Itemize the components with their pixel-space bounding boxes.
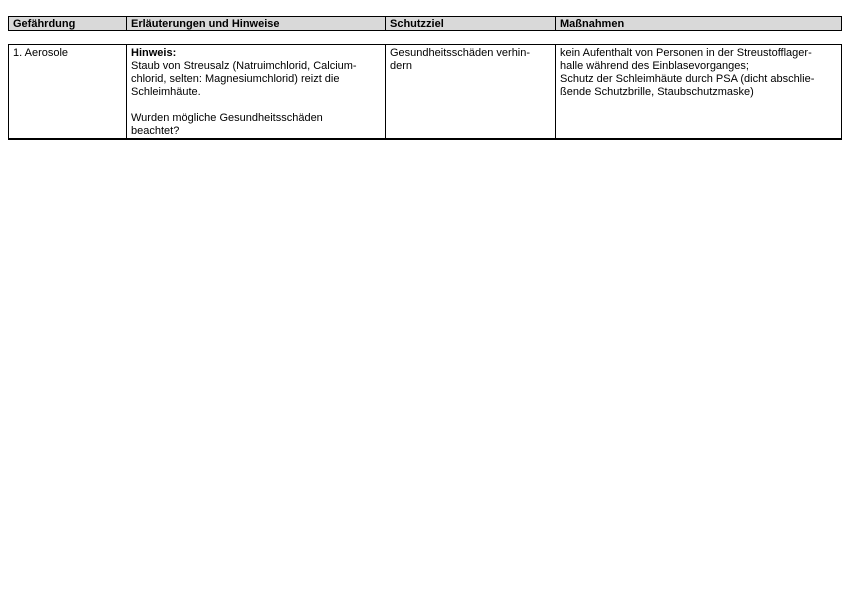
table-row [9,45,842,140]
header-hazard: Gefährdung [9,17,127,31]
protection-goal-cell [386,45,556,140]
hazard-cell [9,45,127,140]
hazard-table [8,44,842,140]
header-row [9,17,842,31]
measure-line: halle während des Einblasevorganges; [560,60,749,72]
measure-line: Schutz der Schleimhäute durch PSA (dicht abschlie- [560,73,815,85]
note-line: Schleimhäute. [131,86,201,98]
table-header [8,16,842,31]
header-measures: Maßnahmen [556,17,842,31]
note-line: Staub von Streusalz (Natruimchlorid, Calcium- [131,60,357,72]
measure-line: kein Aufenthalt von Personen in der Streustofflager- [560,47,812,59]
header-explanations: Erläuterungen und Hinweise [127,17,386,31]
explanation-cell [127,45,386,140]
goal-line: dern [390,60,413,72]
spacer [131,99,381,112]
header-protection-goal: Schutzziel [386,17,556,31]
hazard-text: 1. Aerosole [13,47,69,59]
goal-line: Gesundheitsschäden verhin- [390,47,531,59]
question-line: beachtet? [131,125,180,137]
note-title: Hinweis: [131,47,177,59]
measures-cell [556,45,842,140]
question-line: Wurden mögliche Gesundheitsschäden [131,112,323,124]
note-line: chlorid, selten: Magnesiumchlorid) reizt die [131,73,340,85]
measure-line: ßende Schutzbrille, Staubschutzmaske) [560,86,754,98]
